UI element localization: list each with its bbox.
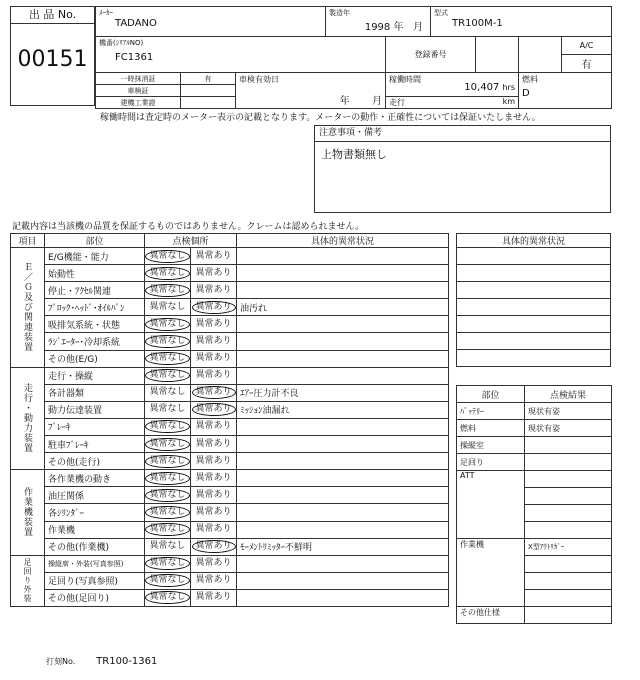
detail-note <box>237 333 449 350</box>
results-value <box>525 505 612 522</box>
option-ok[interactable]: 異常なし <box>145 472 189 485</box>
detail-note <box>237 470 449 487</box>
option-ng[interactable]: 異常あり <box>195 455 232 466</box>
table-row <box>11 589 449 606</box>
table-row <box>11 572 449 589</box>
table-row <box>11 299 449 316</box>
results-row <box>457 607 612 624</box>
option-ok[interactable]: 異常なし <box>145 574 189 587</box>
part-label: 駐車ﾌﾞﾚｰｷ <box>45 436 145 453</box>
results-value: X型ｱｳﾄﾘｶﾞｰ <box>525 539 612 556</box>
table-row <box>11 316 449 333</box>
detail-note <box>237 572 449 589</box>
table-row <box>11 333 449 350</box>
header-detail-right: 具体的異常状況 <box>457 234 611 248</box>
part-label: その他(作業機) <box>45 538 145 555</box>
heavy-cert-label: 建機工業證 <box>96 97 181 109</box>
option-ok[interactable]: 異常なし <box>145 420 189 433</box>
year-cell <box>326 7 431 37</box>
results-value <box>525 556 612 573</box>
inspection-table <box>10 233 449 607</box>
option-ng[interactable]: 異常あり <box>192 301 236 314</box>
results-value <box>525 607 612 624</box>
option-ng[interactable]: 異常あり <box>195 318 232 329</box>
table-row <box>11 470 449 487</box>
option-ng[interactable]: 異常あり <box>195 267 232 278</box>
detail-note <box>237 350 449 367</box>
hours-notice: 稼働時間は査定時のメーター表示の記載となります。メーターの動作・正確性については保証いたしません。 <box>100 113 541 123</box>
detail-right-row <box>457 248 611 265</box>
part-label: その他(足回り) <box>45 589 145 606</box>
header-item: 項目 <box>11 234 45 248</box>
part-label: ﾌﾞﾚｰｷ <box>45 418 145 435</box>
hours-value: 10,407 <box>464 82 500 93</box>
results-row <box>457 539 612 556</box>
stamp-value: TR100-1361 <box>96 656 158 667</box>
group-label: 走行・動力装置 <box>11 367 45 470</box>
option-ok[interactable]: 異常なし <box>145 250 189 263</box>
fuel-label: 燃料 <box>522 75 539 84</box>
part-label: 始動性 <box>45 265 145 282</box>
detail-note <box>237 248 449 265</box>
remarks-box <box>314 125 611 213</box>
part-label: 各作業機の動き <box>45 470 145 487</box>
option-ok[interactable]: 異常なし <box>149 301 186 312</box>
part-label: 各ｼﾘﾝﾀﾞｰ <box>45 504 145 521</box>
part-label: 操縦席・外装(写真参照) <box>45 555 145 572</box>
option-ng[interactable]: 異常あり <box>195 421 232 432</box>
part-label: 吸排気系統・状態 <box>45 316 145 333</box>
table-row <box>11 538 449 555</box>
maker-cell <box>96 7 326 37</box>
remarks-title: 注意事項・備考 <box>315 126 610 142</box>
inspection-cert-label: 車検証 <box>96 85 181 97</box>
option-ng[interactable]: 異常あり <box>195 370 232 381</box>
detail-right-row <box>457 299 611 316</box>
option-ng[interactable]: 異常あり <box>195 489 232 500</box>
header-part: 部位 <box>45 234 145 248</box>
group-label: 足回り外装 <box>11 555 45 606</box>
table-row <box>11 453 449 470</box>
serial-cell <box>96 37 386 73</box>
table-row <box>11 487 449 504</box>
header-detail: 具体的異常状況 <box>237 234 449 248</box>
detail-note <box>237 282 449 299</box>
detail-note <box>237 555 449 572</box>
option-ok[interactable]: 異常なし <box>145 335 189 348</box>
option-ng[interactable]: 異常あり <box>195 472 232 483</box>
results-table <box>456 385 612 624</box>
ac-label: A/C <box>562 37 612 55</box>
option-ok[interactable]: 異常なし <box>149 387 186 398</box>
option-ok[interactable]: 異常なし <box>145 267 189 280</box>
option-ng[interactable]: 異常あり <box>195 438 232 449</box>
work-label: 作業機 <box>457 539 525 607</box>
lot-number: 00151 <box>17 47 88 72</box>
results-part: 足回り <box>457 454 525 471</box>
option-ng[interactable]: 異常あり <box>195 558 232 569</box>
model-cell <box>431 7 612 37</box>
distance-unit: km <box>502 97 516 106</box>
option-ng[interactable]: 異常あり <box>192 540 236 553</box>
table-row <box>11 350 449 367</box>
detail-right-row <box>457 333 611 350</box>
results-part: 燃料 <box>457 420 525 437</box>
maker-value: TADANO <box>115 18 157 29</box>
lot-label: 出 品 No. <box>11 7 94 24</box>
option-ng[interactable]: 異常あり <box>195 506 232 517</box>
expiry-month-unit: 月 <box>372 96 383 107</box>
results-value <box>525 573 612 590</box>
results-header-part: 部位 <box>457 386 525 403</box>
table-row <box>11 436 449 453</box>
detail-note <box>237 521 449 538</box>
detail-right-row <box>457 350 611 367</box>
distance-label: 走行 <box>389 98 406 107</box>
option-ng[interactable]: 異常あり <box>195 353 232 364</box>
option-ok[interactable]: 異常なし <box>145 284 189 297</box>
detail-note <box>237 453 449 470</box>
detail-right-row <box>457 265 611 282</box>
detail-note <box>237 436 449 453</box>
model-value: TR100M-1 <box>452 18 503 29</box>
table-row <box>11 401 449 418</box>
expiry-label: 車検有効日 <box>239 75 279 84</box>
att-label: ATT <box>457 471 525 539</box>
results-value <box>525 522 612 539</box>
table-row <box>11 384 449 401</box>
stamp-label: 打刻No. <box>46 657 76 666</box>
detail-note <box>237 316 449 333</box>
option-ok[interactable]: 異常なし <box>145 591 189 604</box>
detail-note <box>237 367 449 384</box>
reg-label: 登録番号 <box>386 37 476 73</box>
option-ok[interactable]: 異常なし <box>145 318 189 331</box>
option-ok[interactable]: 異常なし <box>145 523 189 536</box>
expiry-year-unit: 年 <box>339 96 350 107</box>
header-check: 点検個所 <box>145 234 237 248</box>
option-ok[interactable]: 異常なし <box>145 557 189 570</box>
remarks-text: 上物書類無し <box>321 148 387 161</box>
option-ok[interactable]: 異常なし <box>145 369 189 382</box>
results-row <box>457 420 612 437</box>
results-row <box>457 454 612 471</box>
part-label: その他(走行) <box>45 453 145 470</box>
temp-export-label: 一時抹消証 <box>96 73 181 85</box>
table-row <box>11 367 449 384</box>
lot-box <box>10 6 95 106</box>
results-value <box>525 437 612 454</box>
detail-note: ｴｱｰ圧力計不良 <box>237 384 449 401</box>
option-ng[interactable]: 異常あり <box>195 250 232 261</box>
option-ok[interactable]: 異常なし <box>149 404 186 415</box>
month-unit: 月 <box>413 22 424 33</box>
serial-label: 機番(ｼﾘｱﾙNO) <box>99 39 144 47</box>
option-ng[interactable]: 異常あり <box>195 524 232 535</box>
detail-note <box>237 504 449 521</box>
model-label: 型式 <box>434 9 449 17</box>
group-label: 作業機装置 <box>11 470 45 555</box>
option-ng[interactable]: 異常あり <box>195 575 232 586</box>
option-ok[interactable]: 異常なし <box>145 489 189 502</box>
option-ng[interactable]: 異常あり <box>195 284 232 295</box>
year-value: 1998 <box>364 22 391 33</box>
table-row <box>11 521 449 538</box>
part-label: 足回り(写真参照) <box>45 572 145 589</box>
ac-value: 有 <box>562 55 612 73</box>
part-label: 動力伝達装置 <box>45 401 145 418</box>
results-part: 操縦室 <box>457 437 525 454</box>
part-label: 走行・操縦 <box>45 367 145 384</box>
table-row <box>11 265 449 282</box>
option-ng[interactable]: 異常あり <box>195 336 232 347</box>
table-row <box>11 282 449 299</box>
table-row <box>11 248 449 265</box>
table-row <box>11 555 449 572</box>
group-label: Ｅ／Ｇ及び関連装置 <box>11 248 45 368</box>
detail-note <box>237 589 449 606</box>
part-label: ﾗｼﾞｴｰﾀｰ･冷却系統 <box>45 333 145 350</box>
other-spec-label: その他仕様 <box>457 607 525 624</box>
detail-note: ﾐｯｼｮﾝ油漏れ <box>237 401 449 418</box>
results-row <box>457 437 612 454</box>
year-unit: 年 <box>393 22 404 33</box>
part-label: 停止・ｱｸｾﾙ関連 <box>45 282 145 299</box>
option-ng[interactable]: 異常あり <box>192 403 236 416</box>
results-header-result: 点検結果 <box>525 386 612 403</box>
detail-table-right <box>456 233 611 367</box>
results-value <box>525 488 612 505</box>
results-value <box>525 471 612 488</box>
results-part: ﾊﾞｯﾃﾘｰ <box>457 403 525 420</box>
temp-export-value: 有 <box>181 73 236 85</box>
results-row <box>457 471 612 488</box>
option-ng[interactable]: 異常あり <box>192 386 236 399</box>
results-value <box>525 454 612 471</box>
option-ok[interactable]: 異常なし <box>145 438 189 451</box>
hours-unit: hrs <box>502 83 516 92</box>
option-ok[interactable]: 異常なし <box>149 541 186 552</box>
detail-note: 油汚れ <box>237 299 449 316</box>
option-ok[interactable]: 異常なし <box>145 506 189 519</box>
part-label: 作業機 <box>45 521 145 538</box>
results-value: 現状有姿 <box>525 420 612 437</box>
detail-note: ﾓｰﾒﾝﾄﾘﾐｯﾀｰ不鮮明 <box>237 538 449 555</box>
option-ok[interactable]: 異常なし <box>145 352 189 365</box>
hours-label: 稼働時間 <box>389 75 422 84</box>
table-row <box>11 504 449 521</box>
maker-label: ﾒｰｶｰ <box>99 9 113 17</box>
part-label: E/G機能・能力 <box>45 248 145 265</box>
part-label: ﾌﾞﾛｯｸ･ﾍｯﾄﾞ･ｵｲﾙﾊﾟﾝ <box>45 299 145 316</box>
year-label: 製造年 <box>329 9 351 17</box>
detail-right-row <box>457 316 611 333</box>
serial-value: FC1361 <box>115 52 154 63</box>
header-grid <box>95 6 612 109</box>
detail-right-row <box>457 282 611 299</box>
detail-note <box>237 265 449 282</box>
part-label: 油圧関係 <box>45 487 145 504</box>
results-value <box>525 590 612 607</box>
detail-note <box>237 487 449 504</box>
results-row <box>457 403 612 420</box>
option-ng[interactable]: 異常あり <box>195 592 232 603</box>
option-ok[interactable]: 異常なし <box>145 455 189 468</box>
part-label: 各計器類 <box>45 384 145 401</box>
fuel-value: D <box>522 88 530 99</box>
part-label: その他(E/G) <box>45 350 145 367</box>
table-row <box>11 418 449 435</box>
disclaimer: 記載内容は当該機の品質を保証するものではありません。クレームは認められません。 <box>12 222 365 232</box>
detail-note <box>237 418 449 435</box>
results-value: 現状有姿 <box>525 403 612 420</box>
